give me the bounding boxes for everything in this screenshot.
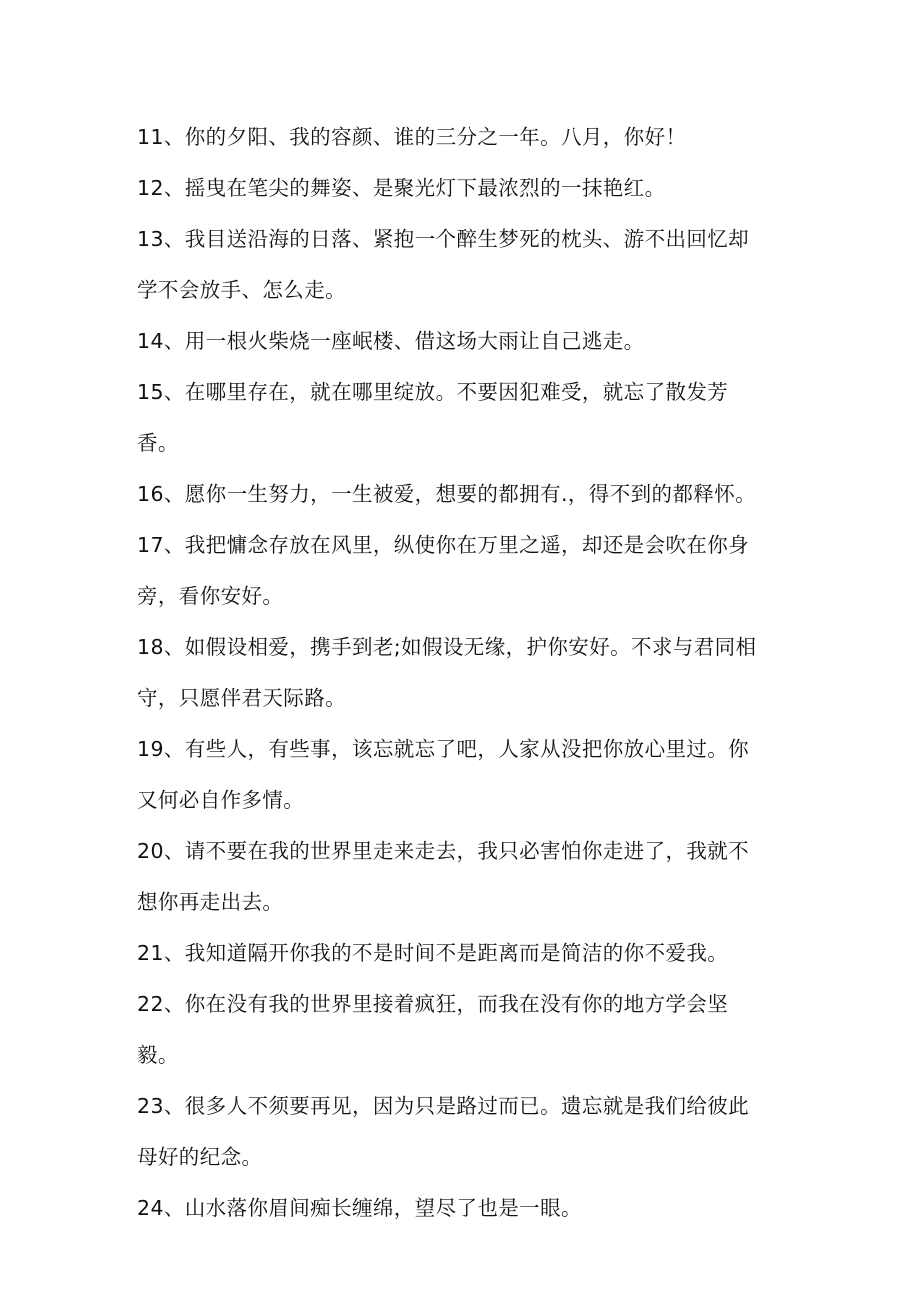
text-line: 12、摇曳在笔尖的舞姿、是聚光灯下最浓烈的一抹艳红。 (137, 176, 666, 200)
text-line: 20、请不要在我的世界里走来走去，我只必害怕你走进了，我就不 (137, 839, 750, 863)
document-body (137, 112, 797, 1234)
text-line: 15、在哪里存在，就在哪里绽放。不要因犯难受，就忘了散发芳 (137, 380, 729, 404)
text-line: 18、如假设相爱，携手到老;如假设无缘，护你安好。不求与君同相 (137, 635, 757, 659)
text-line-continuation: 想你再走出去。 (137, 890, 284, 914)
text-line-continuation: 毅。 (137, 1043, 179, 1067)
text-line-continuation: 香。 (137, 431, 179, 455)
text-line: 13、我目送沿海的日落、紧抱一个醉生梦死的枕头、游不出回忆却 (137, 227, 750, 251)
text-line-continuation: 旁，看你安好。 (137, 584, 284, 608)
text-line-continuation: 学不会放手、怎么走。 (137, 278, 346, 302)
text-line: 24、山水落你眉间痴长缠绵，望尽了也是一眼。 (137, 1196, 582, 1220)
text-line: 21、我知道隔开你我的不是时间不是距离而是简洁的你不爱我。 (137, 941, 729, 965)
text-line-continuation: 母好的纪念。 (137, 1145, 263, 1169)
text-line: 23、很多人不须要再见，因为只是路过而已。遗忘就是我们给彼此 (137, 1094, 750, 1118)
text-line-continuation: 守，只愿伴君天际路。 (137, 686, 346, 710)
text-line: 11、你的夕阳、我的容颜、谁的三分之一年。八月，你好！ (137, 125, 687, 149)
text-line: 17、我把慵念存放在风里，纵使你在万里之遥，却还是会吹在你身 (137, 533, 750, 557)
text-line: 14、用一根火柴烧一座岷楼、借这场大雨让自己逃走。 (137, 329, 645, 353)
text-line: 22、你在没有我的世界里接着疯狂，而我在没有你的地方学会坚 (137, 992, 729, 1016)
text-line-continuation: 又何必自作多情。 (137, 788, 305, 812)
text-line: 19、有些人，有些事，该忘就忘了吧，人家从没把你放心里过。你 (137, 737, 750, 761)
text-line: 16、愿你一生努力，一生被爱，想要的都拥有.，得不到的都释怀。 (137, 482, 756, 506)
